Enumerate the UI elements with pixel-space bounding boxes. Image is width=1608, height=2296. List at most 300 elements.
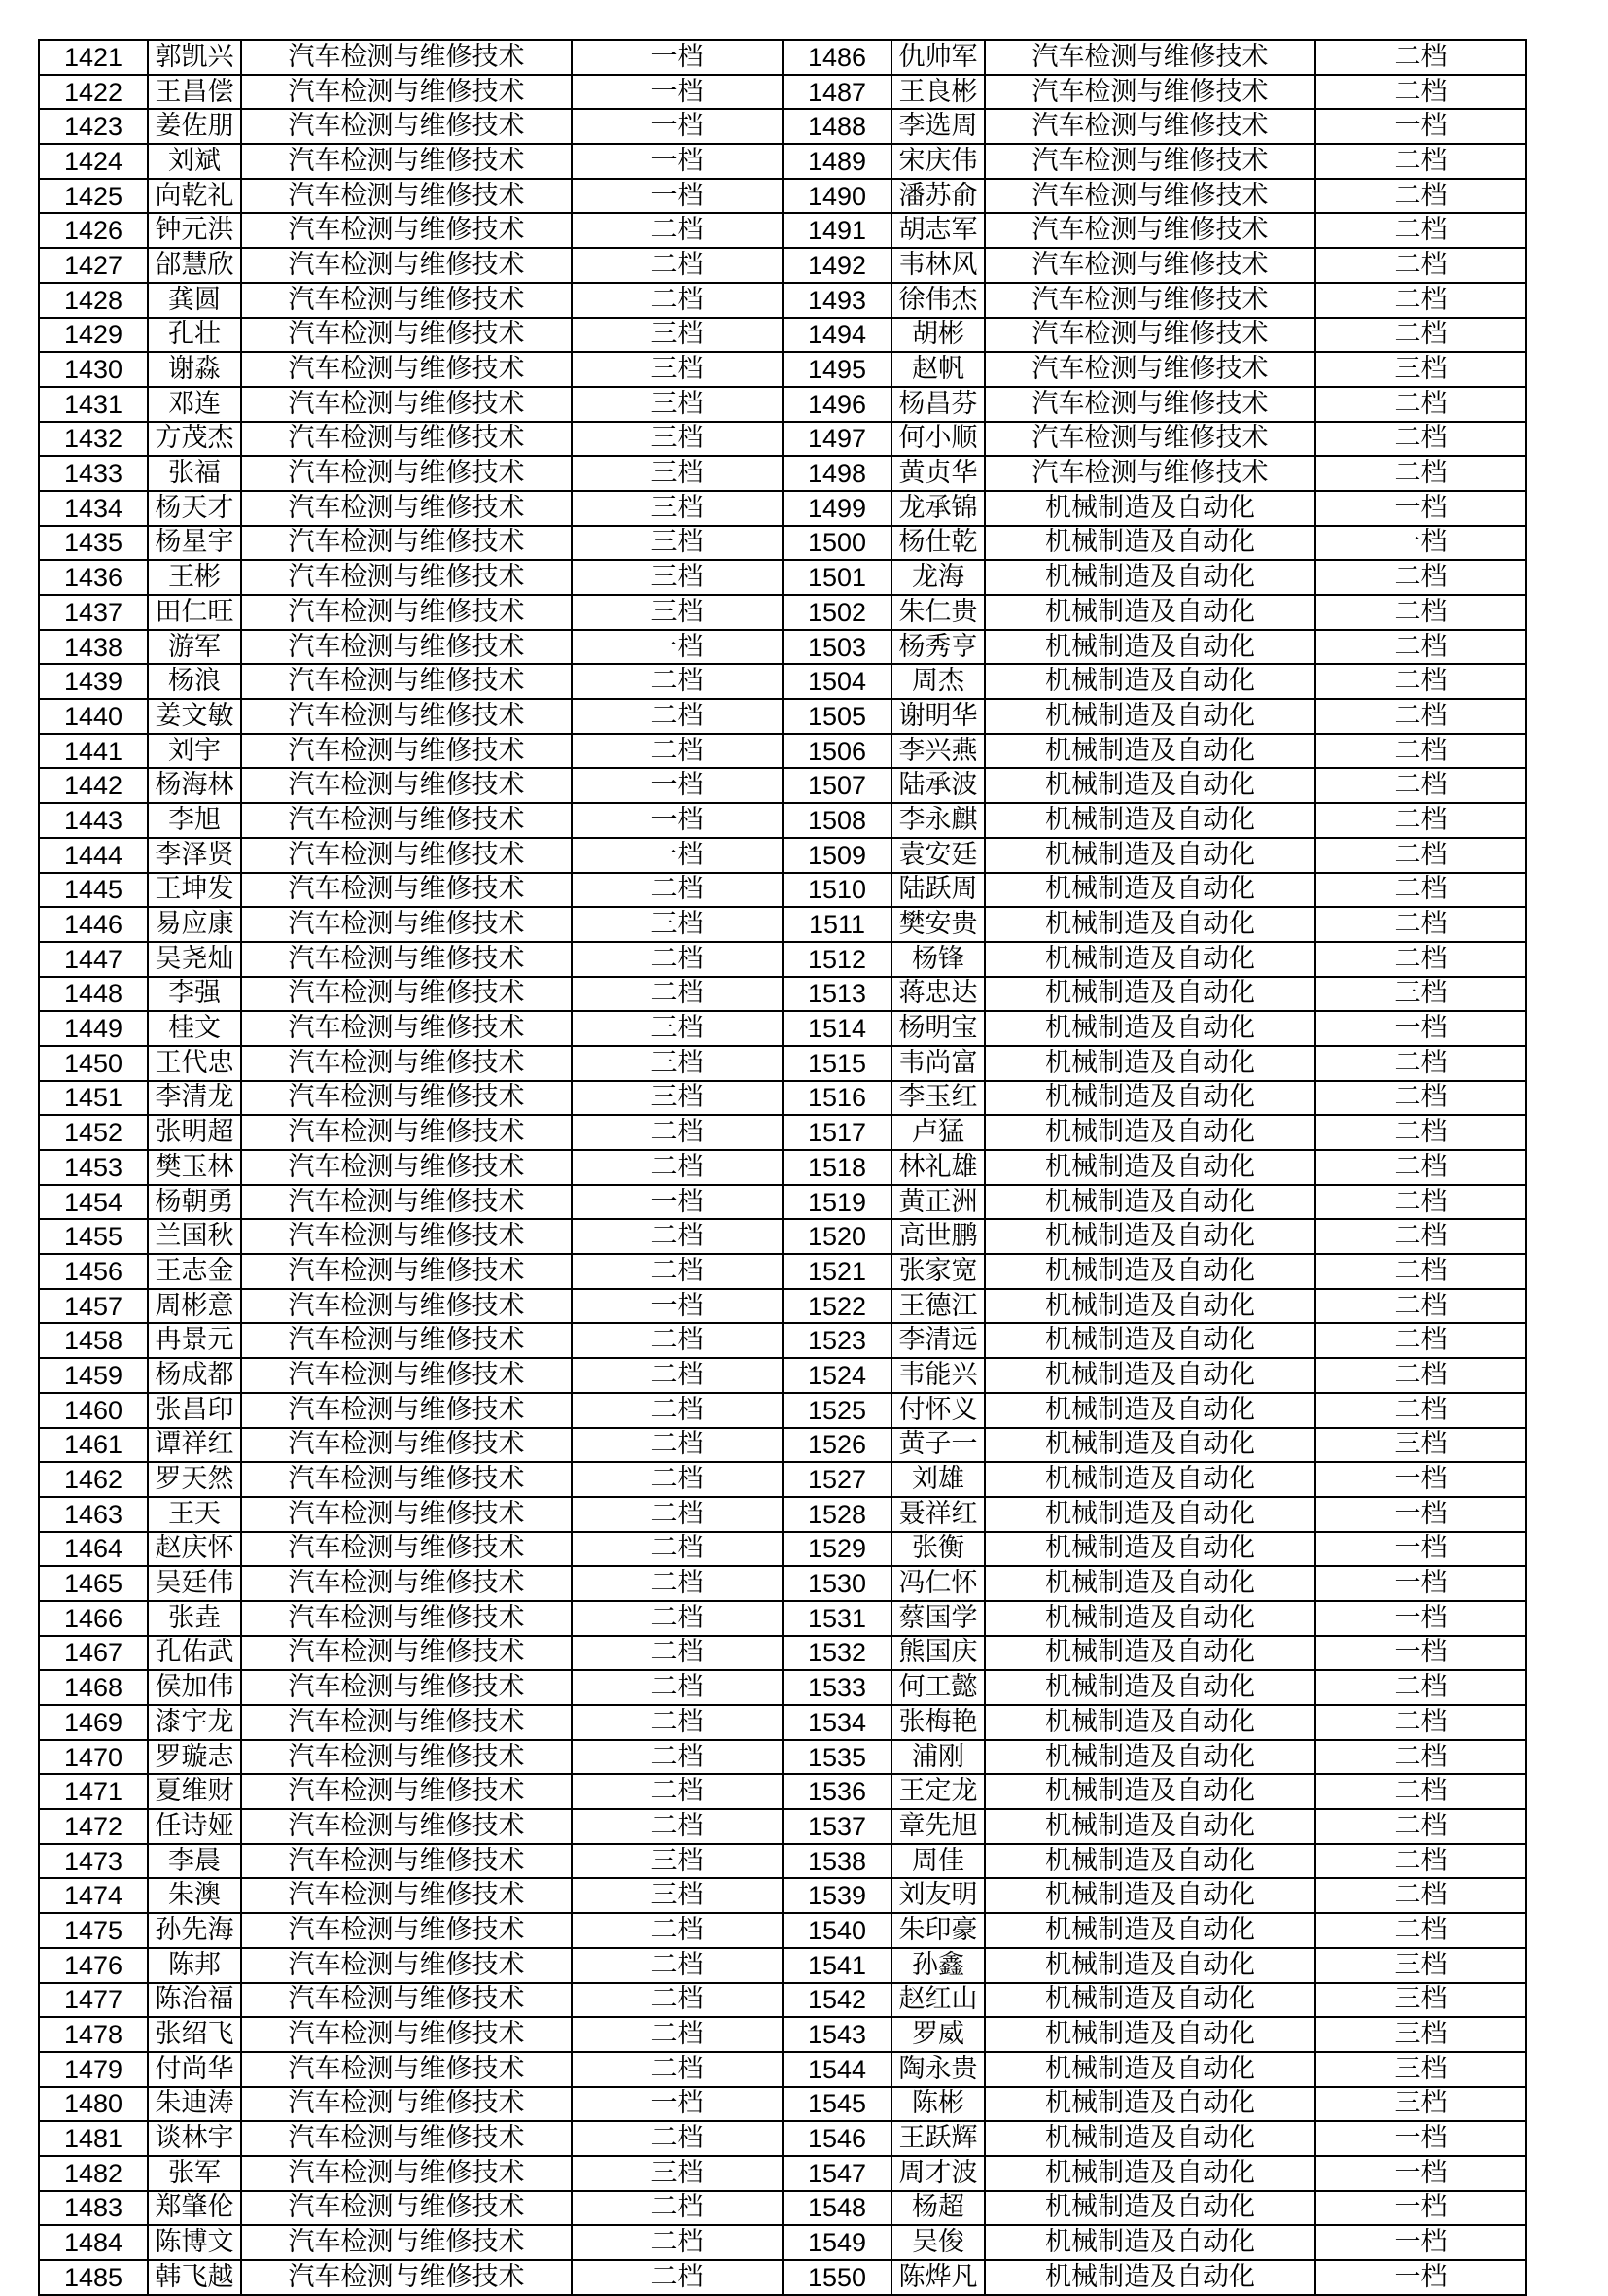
- right-serial-number-cell: 1501: [783, 560, 891, 595]
- right-major-cell: 机械制造及自动化: [985, 1081, 1315, 1116]
- left-grade-level-cell: 二档: [572, 734, 783, 769]
- right-serial-number-cell: 1489: [783, 144, 891, 179]
- left-student-name-cell: 姜佐朋: [148, 109, 241, 144]
- table-row: [39, 1670, 1526, 1705]
- left-grade-level-cell: 二档: [572, 1809, 783, 1844]
- right-grade-level-cell: 一档: [1315, 109, 1526, 144]
- right-student-name-cell: 黄贞华: [891, 456, 985, 491]
- left-serial-number-cell: 1448: [39, 977, 148, 1012]
- right-student-name-cell: 罗威: [891, 2017, 985, 2052]
- table-row: [39, 2052, 1526, 2087]
- right-serial-number-cell: 1548: [783, 2191, 891, 2226]
- left-major-cell: 汽车检测与维修技术: [241, 1497, 572, 1532]
- right-serial-number-cell: 1550: [783, 2260, 891, 2295]
- right-grade-level-cell: 二档: [1315, 1774, 1526, 1809]
- left-grade-level-cell: 三档: [572, 2156, 783, 2191]
- right-student-name-cell: 谢明华: [891, 699, 985, 734]
- right-grade-level-cell: 二档: [1315, 1185, 1526, 1220]
- right-student-name-cell: 高世鹏: [891, 1219, 985, 1254]
- left-serial-number-cell: 1446: [39, 907, 148, 942]
- right-student-name-cell: 熊国庆: [891, 1636, 985, 1671]
- left-major-cell: 汽车检测与维修技术: [241, 873, 572, 908]
- table-row: [39, 248, 1526, 283]
- left-serial-number-cell: 1479: [39, 2052, 148, 2087]
- left-serial-number-cell: 1438: [39, 630, 148, 665]
- left-major-cell: 汽车检测与维修技术: [241, 1670, 572, 1705]
- right-grade-level-cell: 二档: [1315, 1844, 1526, 1879]
- left-serial-number-cell: 1483: [39, 2191, 148, 2226]
- right-grade-level-cell: 一档: [1315, 1566, 1526, 1601]
- right-student-name-cell: 赵帆: [891, 352, 985, 387]
- left-grade-level-cell: 三档: [572, 526, 783, 561]
- right-grade-level-cell: 二档: [1315, 387, 1526, 422]
- right-serial-number-cell: 1486: [783, 40, 891, 75]
- left-major-cell: 汽车检测与维修技术: [241, 1150, 572, 1185]
- left-grade-level-cell: 二档: [572, 977, 783, 1012]
- right-student-name-cell: 韦林风: [891, 248, 985, 283]
- left-student-name-cell: 杨天才: [148, 491, 241, 526]
- left-student-name-cell: 向乾礼: [148, 179, 241, 214]
- left-student-name-cell: 李旭: [148, 803, 241, 838]
- table-row: [39, 213, 1526, 248]
- right-serial-number-cell: 1530: [783, 1566, 891, 1601]
- right-major-cell: 机械制造及自动化: [985, 838, 1315, 873]
- right-grade-level-cell: 二档: [1315, 838, 1526, 873]
- right-grade-level-cell: 三档: [1315, 2052, 1526, 2087]
- left-serial-number-cell: 1450: [39, 1046, 148, 1081]
- right-grade-level-cell: 二档: [1315, 630, 1526, 665]
- right-major-cell: 机械制造及自动化: [985, 1913, 1315, 1948]
- right-student-name-cell: 孙鑫: [891, 1948, 985, 1983]
- right-major-cell: 汽车检测与维修技术: [985, 456, 1315, 491]
- left-student-name-cell: 任诗娅: [148, 1809, 241, 1844]
- left-serial-number-cell: 1468: [39, 1670, 148, 1705]
- right-grade-level-cell: 二档: [1315, 1670, 1526, 1705]
- table-row: [39, 526, 1526, 561]
- right-serial-number-cell: 1540: [783, 1913, 891, 1948]
- left-serial-number-cell: 1459: [39, 1358, 148, 1393]
- right-major-cell: 机械制造及自动化: [985, 1358, 1315, 1393]
- left-serial-number-cell: 1451: [39, 1081, 148, 1116]
- right-grade-level-cell: 一档: [1315, 2225, 1526, 2260]
- left-grade-level-cell: 二档: [572, 248, 783, 283]
- right-major-cell: 机械制造及自动化: [985, 560, 1315, 595]
- left-serial-number-cell: 1472: [39, 1809, 148, 1844]
- right-major-cell: 机械制造及自动化: [985, 1497, 1315, 1532]
- right-grade-level-cell: 二档: [1315, 1115, 1526, 1150]
- left-major-cell: 汽车检测与维修技术: [241, 2156, 572, 2191]
- table-row: [39, 1636, 1526, 1671]
- table-row: [39, 1428, 1526, 1463]
- right-student-name-cell: 周才波: [891, 2156, 985, 2191]
- left-student-name-cell: 邰慧欣: [148, 248, 241, 283]
- right-student-name-cell: 周杰: [891, 664, 985, 699]
- table-row: [39, 1740, 1526, 1775]
- right-grade-level-cell: 二档: [1315, 768, 1526, 803]
- right-serial-number-cell: 1497: [783, 422, 891, 457]
- table-row: [39, 2260, 1526, 2295]
- left-student-name-cell: 吴尧灿: [148, 942, 241, 977]
- right-serial-number-cell: 1514: [783, 1011, 891, 1046]
- left-major-cell: 汽车检测与维修技术: [241, 387, 572, 422]
- right-grade-level-cell: 三档: [1315, 1428, 1526, 1463]
- left-major-cell: 汽车检测与维修技术: [241, 283, 572, 318]
- left-student-name-cell: 谢淼: [148, 352, 241, 387]
- left-grade-level-cell: 二档: [572, 1705, 783, 1740]
- right-major-cell: 汽车检测与维修技术: [985, 352, 1315, 387]
- left-grade-level-cell: 二档: [572, 1740, 783, 1775]
- table-row: [39, 2156, 1526, 2191]
- right-major-cell: 机械制造及自动化: [985, 664, 1315, 699]
- right-grade-level-cell: 二档: [1315, 1289, 1526, 1324]
- left-serial-number-cell: 1432: [39, 422, 148, 457]
- table-row: [39, 907, 1526, 942]
- right-major-cell: 机械制造及自动化: [985, 2121, 1315, 2156]
- right-major-cell: 机械制造及自动化: [985, 942, 1315, 977]
- left-student-name-cell: 罗璇志: [148, 1740, 241, 1775]
- right-student-name-cell: 陈烨凡: [891, 2260, 985, 2295]
- left-student-name-cell: 易应康: [148, 907, 241, 942]
- left-student-name-cell: 桂文: [148, 1011, 241, 1046]
- left-student-name-cell: 王代忠: [148, 1046, 241, 1081]
- table-row: [39, 1983, 1526, 2018]
- right-grade-level-cell: 三档: [1315, 1948, 1526, 1983]
- left-student-name-cell: 李强: [148, 977, 241, 1012]
- right-major-cell: 机械制造及自动化: [985, 768, 1315, 803]
- left-grade-level-cell: 二档: [572, 1254, 783, 1289]
- left-student-name-cell: 田仁旺: [148, 595, 241, 630]
- right-serial-number-cell: 1513: [783, 977, 891, 1012]
- right-major-cell: 机械制造及自动化: [985, 1601, 1315, 1636]
- right-grade-level-cell: 二档: [1315, 1323, 1526, 1358]
- left-student-name-cell: 韩飞越: [148, 2260, 241, 2295]
- left-serial-number-cell: 1439: [39, 664, 148, 699]
- left-major-cell: 汽车检测与维修技术: [241, 1046, 572, 1081]
- left-major-cell: 汽车检测与维修技术: [241, 2191, 572, 2226]
- left-grade-level-cell: 三档: [572, 352, 783, 387]
- left-major-cell: 汽车检测与维修技术: [241, 352, 572, 387]
- right-student-name-cell: 李选周: [891, 109, 985, 144]
- left-major-cell: 汽车检测与维修技术: [241, 1462, 572, 1497]
- left-serial-number-cell: 1474: [39, 1878, 148, 1913]
- left-student-name-cell: 杨朝勇: [148, 1185, 241, 1220]
- right-grade-level-cell: 二档: [1315, 318, 1526, 353]
- right-student-name-cell: 吴俊: [891, 2225, 985, 2260]
- left-serial-number-cell: 1466: [39, 1601, 148, 1636]
- right-student-name-cell: 何工懿: [891, 1670, 985, 1705]
- left-serial-number-cell: 1473: [39, 1844, 148, 1879]
- right-serial-number-cell: 1543: [783, 2017, 891, 2052]
- table-row: [39, 630, 1526, 665]
- student-grade-table: [38, 39, 1527, 2296]
- right-grade-level-cell: 三档: [1315, 1983, 1526, 2018]
- left-major-cell: 汽车检测与维修技术: [241, 1289, 572, 1324]
- right-grade-level-cell: 二档: [1315, 1740, 1526, 1775]
- left-student-name-cell: 张福: [148, 456, 241, 491]
- left-grade-level-cell: 二档: [572, 2191, 783, 2226]
- left-student-name-cell: 谈林宇: [148, 2121, 241, 2156]
- right-major-cell: 机械制造及自动化: [985, 2087, 1315, 2122]
- right-major-cell: 汽车检测与维修技术: [985, 179, 1315, 214]
- left-serial-number-cell: 1456: [39, 1254, 148, 1289]
- left-major-cell: 汽车检测与维修技术: [241, 942, 572, 977]
- right-major-cell: 机械制造及自动化: [985, 1011, 1315, 1046]
- right-major-cell: 机械制造及自动化: [985, 2191, 1315, 2226]
- left-serial-number-cell: 1445: [39, 873, 148, 908]
- right-serial-number-cell: 1512: [783, 942, 891, 977]
- right-major-cell: 机械制造及自动化: [985, 1254, 1315, 1289]
- left-grade-level-cell: 三档: [572, 1844, 783, 1879]
- right-grade-level-cell: 二档: [1315, 1150, 1526, 1185]
- left-student-name-cell: 朱澳: [148, 1878, 241, 1913]
- left-major-cell: 汽车检测与维修技术: [241, 1809, 572, 1844]
- right-grade-level-cell: 二档: [1315, 664, 1526, 699]
- right-student-name-cell: 徐伟杰: [891, 283, 985, 318]
- right-major-cell: 机械制造及自动化: [985, 491, 1315, 526]
- right-serial-number-cell: 1511: [783, 907, 891, 942]
- left-student-name-cell: 漆宇龙: [148, 1705, 241, 1740]
- left-grade-level-cell: 一档: [572, 109, 783, 144]
- right-serial-number-cell: 1508: [783, 803, 891, 838]
- table-row: [39, 1323, 1526, 1358]
- left-major-cell: 汽车检测与维修技术: [241, 977, 572, 1012]
- right-serial-number-cell: 1534: [783, 1705, 891, 1740]
- right-major-cell: 机械制造及自动化: [985, 1983, 1315, 2018]
- table-row: [39, 1150, 1526, 1185]
- right-student-name-cell: 张家宽: [891, 1254, 985, 1289]
- right-student-name-cell: 周佳: [891, 1844, 985, 1879]
- table-row: [39, 2121, 1526, 2156]
- right-grade-level-cell: 二档: [1315, 699, 1526, 734]
- right-serial-number-cell: 1521: [783, 1254, 891, 1289]
- left-serial-number-cell: 1421: [39, 40, 148, 75]
- right-grade-level-cell: 一档: [1315, 1601, 1526, 1636]
- right-major-cell: 汽车检测与维修技术: [985, 40, 1315, 75]
- left-student-name-cell: 谭祥红: [148, 1428, 241, 1463]
- left-major-cell: 汽车检测与维修技术: [241, 2017, 572, 2052]
- right-serial-number-cell: 1526: [783, 1428, 891, 1463]
- right-major-cell: 汽车检测与维修技术: [985, 283, 1315, 318]
- right-student-name-cell: 刘友明: [891, 1878, 985, 1913]
- table-row: [39, 873, 1526, 908]
- left-serial-number-cell: 1449: [39, 1011, 148, 1046]
- left-serial-number-cell: 1470: [39, 1740, 148, 1775]
- table-row: [39, 768, 1526, 803]
- left-student-name-cell: 王坤发: [148, 873, 241, 908]
- right-grade-level-cell: 一档: [1315, 2260, 1526, 2295]
- left-grade-level-cell: 二档: [572, 873, 783, 908]
- left-grade-level-cell: 一档: [572, 1185, 783, 1220]
- right-student-name-cell: 赵红山: [891, 1983, 985, 2018]
- left-student-name-cell: 郭凯兴: [148, 40, 241, 75]
- right-major-cell: 机械制造及自动化: [985, 1428, 1315, 1463]
- left-major-cell: 汽车检测与维修技术: [241, 1115, 572, 1150]
- right-serial-number-cell: 1547: [783, 2156, 891, 2191]
- right-serial-number-cell: 1518: [783, 1150, 891, 1185]
- left-major-cell: 汽车检测与维修技术: [241, 491, 572, 526]
- left-serial-number-cell: 1429: [39, 318, 148, 353]
- left-student-name-cell: 郑肇伦: [148, 2191, 241, 2226]
- right-serial-number-cell: 1539: [783, 1878, 891, 1913]
- left-student-name-cell: 夏维财: [148, 1774, 241, 1809]
- left-major-cell: 汽车检测与维修技术: [241, 1254, 572, 1289]
- left-major-cell: 汽车检测与维修技术: [241, 213, 572, 248]
- left-grade-level-cell: 一档: [572, 768, 783, 803]
- left-serial-number-cell: 1467: [39, 1636, 148, 1671]
- left-grade-level-cell: 二档: [572, 1323, 783, 1358]
- left-student-name-cell: 游军: [148, 630, 241, 665]
- left-major-cell: 汽车检测与维修技术: [241, 768, 572, 803]
- left-grade-level-cell: 二档: [572, 2017, 783, 2052]
- right-major-cell: 机械制造及自动化: [985, 2017, 1315, 2052]
- table-row: [39, 1705, 1526, 1740]
- right-major-cell: 机械制造及自动化: [985, 2052, 1315, 2087]
- right-major-cell: 汽车检测与维修技术: [985, 422, 1315, 457]
- left-major-cell: 汽车检测与维修技术: [241, 248, 572, 283]
- right-grade-level-cell: 二档: [1315, 1878, 1526, 1913]
- right-serial-number-cell: 1537: [783, 1809, 891, 1844]
- table-row: [39, 595, 1526, 630]
- right-major-cell: 汽车检测与维修技术: [985, 75, 1315, 110]
- right-serial-number-cell: 1519: [783, 1185, 891, 1220]
- right-grade-level-cell: 三档: [1315, 977, 1526, 1012]
- right-student-name-cell: 浦刚: [891, 1740, 985, 1775]
- table-row: [39, 491, 1526, 526]
- table-row: [39, 1185, 1526, 1220]
- left-serial-number-cell: 1463: [39, 1497, 148, 1532]
- left-major-cell: 汽车检测与维修技术: [241, 1081, 572, 1116]
- left-grade-level-cell: 二档: [572, 699, 783, 734]
- left-grade-level-cell: 三档: [572, 595, 783, 630]
- right-serial-number-cell: 1498: [783, 456, 891, 491]
- left-grade-level-cell: 三档: [572, 318, 783, 353]
- left-student-name-cell: 王志金: [148, 1254, 241, 1289]
- right-grade-level-cell: 二档: [1315, 1046, 1526, 1081]
- right-major-cell: 汽车检测与维修技术: [985, 109, 1315, 144]
- right-serial-number-cell: 1544: [783, 2052, 891, 2087]
- right-student-name-cell: 杨昌芬: [891, 387, 985, 422]
- right-serial-number-cell: 1503: [783, 630, 891, 665]
- right-student-name-cell: 王德江: [891, 1289, 985, 1324]
- right-major-cell: 机械制造及自动化: [985, 1532, 1315, 1567]
- left-grade-level-cell: 一档: [572, 144, 783, 179]
- right-student-name-cell: 袁安廷: [891, 838, 985, 873]
- right-major-cell: 机械制造及自动化: [985, 1115, 1315, 1150]
- left-grade-level-cell: 一档: [572, 40, 783, 75]
- left-grade-level-cell: 二档: [572, 2121, 783, 2156]
- right-grade-level-cell: 一档: [1315, 1636, 1526, 1671]
- right-student-name-cell: 黄正洲: [891, 1185, 985, 1220]
- left-student-name-cell: 钟元洪: [148, 213, 241, 248]
- left-major-cell: 汽车检测与维修技术: [241, 1705, 572, 1740]
- right-serial-number-cell: 1510: [783, 873, 891, 908]
- right-grade-level-cell: 一档: [1315, 1497, 1526, 1532]
- left-serial-number-cell: 1453: [39, 1150, 148, 1185]
- left-student-name-cell: 周彬意: [148, 1289, 241, 1324]
- left-serial-number-cell: 1471: [39, 1774, 148, 1809]
- left-student-name-cell: 张明超: [148, 1115, 241, 1150]
- right-serial-number-cell: 1509: [783, 838, 891, 873]
- right-major-cell: 机械制造及自动化: [985, 1705, 1315, 1740]
- right-student-name-cell: 朱仁贵: [891, 595, 985, 630]
- left-grade-level-cell: 三档: [572, 1081, 783, 1116]
- left-major-cell: 汽车检测与维修技术: [241, 1983, 572, 2018]
- left-serial-number-cell: 1430: [39, 352, 148, 387]
- right-serial-number-cell: 1515: [783, 1046, 891, 1081]
- left-serial-number-cell: 1482: [39, 2156, 148, 2191]
- right-major-cell: 机械制造及自动化: [985, 1844, 1315, 1879]
- right-major-cell: 机械制造及自动化: [985, 2260, 1315, 2295]
- right-student-name-cell: 李兴燕: [891, 734, 985, 769]
- right-student-name-cell: 李清远: [891, 1323, 985, 1358]
- left-major-cell: 汽车检测与维修技术: [241, 2121, 572, 2156]
- left-student-name-cell: 李泽贤: [148, 838, 241, 873]
- left-major-cell: 汽车检测与维修技术: [241, 526, 572, 561]
- left-serial-number-cell: 1462: [39, 1462, 148, 1497]
- right-major-cell: 机械制造及自动化: [985, 1809, 1315, 1844]
- left-major-cell: 汽车检测与维修技术: [241, 1948, 572, 1983]
- right-grade-level-cell: 二档: [1315, 1809, 1526, 1844]
- right-serial-number-cell: 1505: [783, 699, 891, 734]
- right-grade-level-cell: 三档: [1315, 2087, 1526, 2122]
- right-student-name-cell: 陶永贵: [891, 2052, 985, 2087]
- right-grade-level-cell: 二档: [1315, 1705, 1526, 1740]
- left-grade-level-cell: 二档: [572, 664, 783, 699]
- left-major-cell: 汽车检测与维修技术: [241, 456, 572, 491]
- table-row: [39, 1393, 1526, 1428]
- right-student-name-cell: 龙承锦: [891, 491, 985, 526]
- left-student-name-cell: 侯加伟: [148, 1670, 241, 1705]
- right-serial-number-cell: 1496: [783, 387, 891, 422]
- left-student-name-cell: 王昌偿: [148, 75, 241, 110]
- left-student-name-cell: 罗天然: [148, 1462, 241, 1497]
- right-major-cell: 机械制造及自动化: [985, 630, 1315, 665]
- right-grade-level-cell: 二档: [1315, 560, 1526, 595]
- left-grade-level-cell: 二档: [572, 283, 783, 318]
- right-student-name-cell: 李玉红: [891, 1081, 985, 1116]
- left-serial-number-cell: 1424: [39, 144, 148, 179]
- left-serial-number-cell: 1425: [39, 179, 148, 214]
- left-grade-level-cell: 三档: [572, 560, 783, 595]
- right-student-name-cell: 付怀义: [891, 1393, 985, 1428]
- table-row: [39, 2087, 1526, 2122]
- table-row: [39, 1844, 1526, 1879]
- right-serial-number-cell: 1490: [783, 179, 891, 214]
- right-grade-level-cell: 二档: [1315, 1913, 1526, 1948]
- right-grade-level-cell: 二档: [1315, 456, 1526, 491]
- left-grade-level-cell: 三档: [572, 422, 783, 457]
- left-major-cell: 汽车检测与维修技术: [241, 2225, 572, 2260]
- right-grade-level-cell: 二档: [1315, 734, 1526, 769]
- left-grade-level-cell: 二档: [572, 1601, 783, 1636]
- right-serial-number-cell: 1524: [783, 1358, 891, 1393]
- right-major-cell: 机械制造及自动化: [985, 1948, 1315, 1983]
- left-grade-level-cell: 二档: [572, 1774, 783, 1809]
- table-row: [39, 1081, 1526, 1116]
- right-major-cell: 汽车检测与维修技术: [985, 318, 1315, 353]
- left-major-cell: 汽车检测与维修技术: [241, 179, 572, 214]
- table-row: [39, 1462, 1526, 1497]
- right-student-name-cell: 陈彬: [891, 2087, 985, 2122]
- left-major-cell: 汽车检测与维修技术: [241, 1878, 572, 1913]
- left-major-cell: 汽车检测与维修技术: [241, 1601, 572, 1636]
- left-student-name-cell: 姜文敏: [148, 699, 241, 734]
- left-student-name-cell: 赵庆怀: [148, 1532, 241, 1567]
- left-student-name-cell: 王天: [148, 1497, 241, 1532]
- left-serial-number-cell: 1442: [39, 768, 148, 803]
- right-student-name-cell: 王良彬: [891, 75, 985, 110]
- table-row: [39, 422, 1526, 457]
